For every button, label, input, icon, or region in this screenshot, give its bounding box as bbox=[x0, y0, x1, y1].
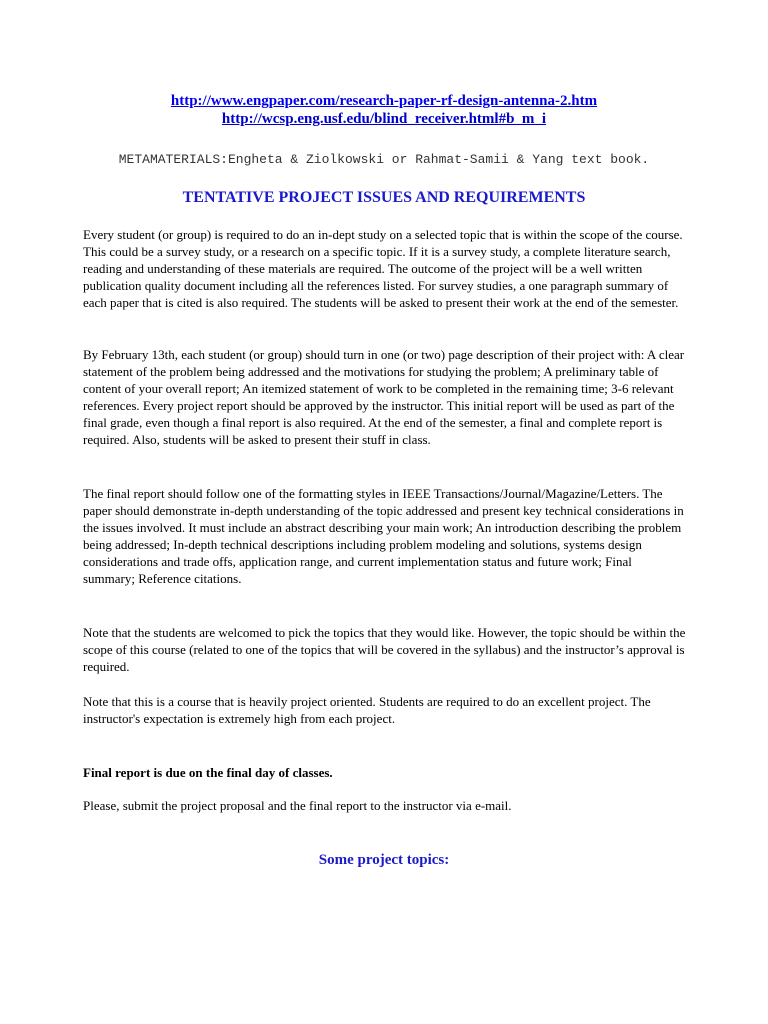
metamaterials-note: METAMATERIALS:Engheta & Ziolkowski or Rahmat-Samii & Yang text book. bbox=[118, 152, 650, 167]
page-heading: TENTATIVE PROJECT ISSUES AND REQUIREMENTS bbox=[182, 189, 586, 206]
submission-note: Please, submit the project proposal and the final report to the instructor via e-mail. bbox=[83, 798, 512, 813]
paragraph-topic-selection: Note that the students are welcomed to pick the topics that they would like. However, the topic should be within the scope of this course (related to one of the topics that will be covered in the syllabus) and the instructor’s approval is required. bbox=[83, 625, 686, 674]
final-report-due-note: Final report is due on the final day of classes. bbox=[83, 765, 333, 780]
wcsp-link[interactable]: http://wcsp.eng.usf.edu/blind_receiver.html#b_m_i bbox=[221, 111, 547, 127]
engpaper-link[interactable]: http://www.engpaper.com/research-paper-rf-design-antenna-2.htm bbox=[170, 93, 598, 109]
paragraph-project-oriented: Note that this is a course that is heavily project oriented. Students are required to do an excellent project. The instructor's expectation is extremely high from each project. bbox=[83, 694, 651, 726]
project-topics-heading: Some project topics: bbox=[318, 852, 450, 868]
paragraph-february-deadline: By February 13th, each student (or group) should turn in one (or two) page description of their project with: A clear statement of the problem being addressed and the motivations for studying the problem; A preliminary table of content of your overall report; An itemized statement of work to be completed in the remaining time; 3-6 relevant references. Every project report should be approved by the instructor. This initial report will be used as part of the final grade, even though a final report is also required. At the end of the semester, a final and complete report is required. Also, students will be asked to present their stuff in class. bbox=[83, 347, 685, 447]
paragraph-study-requirements: Every student (or group) is required to do an in-dept study on a selected topic that is within the scope of the course. This could be a survey study, or a research on a specific topic. If it is a survey study, a complete literature search, reading and understanding of these materials are required. The outcome of the project will be a well written publication quality document including all the references listed. For survey studies, a one paragraph summary of each paper that is cited is also required. The students will be asked to present their work at the end of the semester. bbox=[83, 227, 683, 310]
paragraph-final-report-format: The final report should follow one of the formatting styles in IEEE Transactions/Journal/Magazine/Letters. The paper should demonstrate in-depth understanding of the topic addressed and present key technical considerations in the issues involved. It must include an abstract describing your main work; An introduction describing the problem being addressed; In-depth technical descriptions including problem modeling and solutions, systems design considerations and trade offs, application range, and current implementation status and future work; Final summary; Reference citations. bbox=[83, 486, 684, 586]
reference-links bbox=[0, 92, 768, 128]
